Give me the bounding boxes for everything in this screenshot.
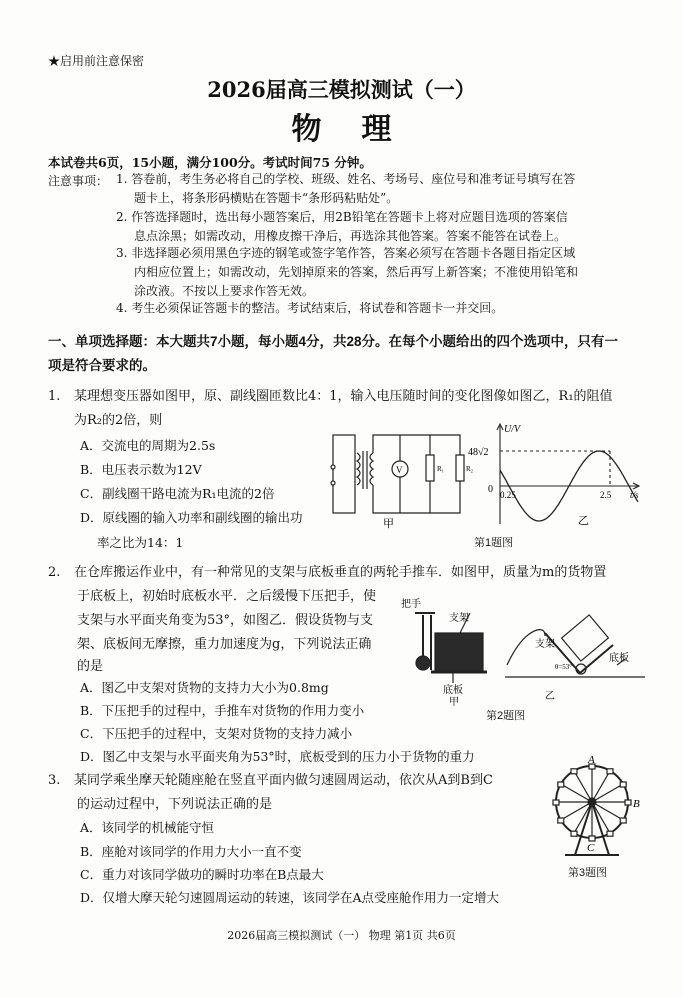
q2-cart-figure xyxy=(395,595,650,708)
q2-stem-line-1: 在仓库搬运作业中，有一种常见的支架与底板垂直的两轮手推车．如图甲，质量为m的货物置 xyxy=(74,565,607,580)
fig-label-jia: 甲 xyxy=(383,518,394,530)
notes-label: 注意事项： xyxy=(48,174,109,188)
bracket-label-b: 支架 xyxy=(535,639,555,650)
q2-stem-line-3: 支架与水平面夹角变为53°，如图乙．假设货物与支 xyxy=(77,613,374,628)
origin-label: 0 xyxy=(488,484,493,495)
primary-coil xyxy=(357,453,360,485)
x-axis-label: t/s xyxy=(630,490,639,500)
fig-label-yi: 乙 xyxy=(578,515,589,527)
point-b: B xyxy=(633,798,640,810)
resistor-r2 xyxy=(456,455,464,481)
q1-option-a: A．交流电的周期为2.5s xyxy=(80,438,216,453)
cargo-box xyxy=(435,633,483,671)
t2-label: 2.5 xyxy=(600,490,612,500)
q1-option-d-cont: 率之比为14：1 xyxy=(97,535,184,550)
peak-label: 48√2 xyxy=(468,447,489,458)
note-3-line-2: 内相应位置上；如需改动，先划掉原来的答案，然后再写上新答案；不准使用铅笔和 xyxy=(134,265,579,279)
section-1-line-2: 项是符合要求的。 xyxy=(48,358,156,373)
cabin xyxy=(558,818,564,823)
bracket-label: 支架 xyxy=(449,613,469,624)
q2-stem-line-4: 架、底板间无摩擦，重力加速度为g，下列说法正确 xyxy=(77,637,372,652)
cabin xyxy=(607,831,613,836)
note-2-line-2: 息点涂黑；如需改动，用橡皮擦干净后，再选涂其他答案。答案不能答在试卷上。 xyxy=(134,229,567,243)
note-3-line-1: 3. 非选择题必须用黑色字迹的钢笔或签字笔作答，答案必须写在答题卡各题目指定区域 xyxy=(116,246,576,260)
section-1-header xyxy=(48,330,648,378)
q1-caption: 第1题图 xyxy=(474,537,514,549)
cabin xyxy=(625,800,631,805)
note-4 xyxy=(116,299,503,318)
base-label: 底板 xyxy=(443,685,463,696)
note-1 xyxy=(116,170,575,208)
q3-option-d: D．仅增大摩天轮匀速圆周运动的转速，该同学在A点受座舱作用力一定增大 xyxy=(80,890,500,905)
cabin xyxy=(553,800,559,805)
q2-option-d: D．图乙中支架与水平面夹角为53°时，底板受到的压力小于货物的重力 xyxy=(80,749,475,764)
point-a: A xyxy=(588,754,595,766)
secondary-coil xyxy=(370,453,373,485)
handle-label: 把手 xyxy=(401,599,421,610)
q3-stem-line-1: 某同学乘坐摩天轮随座舱在竖直平面内做匀速圆周运动，依次从A到B到C xyxy=(74,773,493,788)
q1-stem-line-2: 为R₂的2倍，则 xyxy=(74,413,163,428)
cart-wheel xyxy=(416,656,430,670)
cabin xyxy=(620,782,626,787)
q2-stem-line-5: 的是 xyxy=(77,659,104,674)
exam-intro: 本试卷共6页，15小题，满分100分。考试时间75 分钟。 xyxy=(48,155,372,170)
q1-option-c: C．副线圈干路电流为R₁电流的2倍 xyxy=(80,486,275,501)
note-1-line-2: 题卡上，将条形码横贴在答题卡“条形码粘贴处”。 xyxy=(134,191,399,205)
q3-number: 3. xyxy=(48,773,61,788)
q1-circuit-diagram xyxy=(325,425,474,535)
q1-option-d: D．原线圈的输入功率和副线圈的输出功 xyxy=(80,510,303,525)
primary-loop xyxy=(333,435,355,513)
q3-caption: 第3题图 xyxy=(568,867,608,879)
cabin xyxy=(571,769,577,774)
q3-option-a: A．该同学的机械能守恒 xyxy=(80,820,215,835)
q2-number: 2. xyxy=(48,565,61,580)
cabin xyxy=(620,818,626,823)
q3-ferris-wheel xyxy=(545,755,655,865)
t1-label: 0.25 xyxy=(500,490,516,500)
exam-title: 2026届高三模拟测试（一） xyxy=(207,77,476,102)
r1-label: R₁ xyxy=(437,465,445,473)
q2-option-a: A．图乙中支架对货物的支持力大小为0.8mg xyxy=(80,680,329,695)
note-2-line-1: 2. 作答选择题时，选出每小题答案后，用2B铅笔在答题卡上将对应题目选项的答案信 xyxy=(116,210,568,224)
subject-title: 物理 xyxy=(291,112,432,147)
q1-option-b: B．电压表示数为12V xyxy=(80,462,202,477)
q2-stem-line-2: 于底板上，初始时底板水平．之后缓慢下压把手，使 xyxy=(77,589,377,604)
resistor-r1 xyxy=(426,455,434,481)
note-4-line-1: 4. 考生必须保证答题卡的整洁。考试结束后，将试卷和答题卡一并交回。 xyxy=(116,301,504,315)
note-2 xyxy=(116,208,568,246)
q1-stem-line-1: 某理想变压器如图甲，原、副线圈匝数比4：1，输入电压随时间的变化图像如图乙，R₁的阻值 xyxy=(74,389,613,404)
cabin xyxy=(589,836,595,841)
q2-option-b: B．下压把手的过程中，手推车对货物的作用力变小 xyxy=(80,703,365,718)
q2-caption: 第2题图 xyxy=(486,710,526,722)
cabin xyxy=(558,782,564,787)
base-label-b: 底板 xyxy=(609,653,629,664)
note-1-line-1: 1. 答卷前，考生务必将自己的学校、班级、姓名、考场号、座位号和准考证号填写在答 xyxy=(116,172,576,186)
q1-number: 1. xyxy=(48,389,61,404)
angle-label: θ=53° xyxy=(555,663,573,671)
fig-label-jia-2: 甲 xyxy=(449,697,459,708)
section-1-line-1: 一、单项选择题：本大题共7小题，每小题4分，共28分。在每个小题给出的四个选项中，只有一 xyxy=(48,334,619,349)
fig-label-yi-2: 乙 xyxy=(545,691,555,702)
page-footer: 2026届高三模拟测试（一） 物理 第1页 共6页 xyxy=(227,929,456,942)
q3-option-b: B．座舱对该同学的作用力大小一直不变 xyxy=(80,844,302,859)
note-3-line-3: 涂改液。不按以上要求作答无效。 xyxy=(134,284,315,298)
r2-label: R₂ xyxy=(466,465,474,473)
cabin xyxy=(571,831,577,836)
voltmeter-label: V xyxy=(396,465,403,475)
q3-stem-line-2: 的运动过程中，下列说法正确的是 xyxy=(77,797,273,812)
y-axis-label: U/V xyxy=(504,424,521,435)
q3-option-c: C．重力对该同学做功的瞬时功率在B点最大 xyxy=(80,867,324,882)
point-c: C xyxy=(587,842,595,854)
confidential-mark: ★启用前注意保密 xyxy=(48,54,145,68)
note-3 xyxy=(116,244,578,301)
cabin xyxy=(607,769,613,774)
q2-option-c: C．下压把手的过程中，支架对货物的支持力减小 xyxy=(80,726,353,741)
